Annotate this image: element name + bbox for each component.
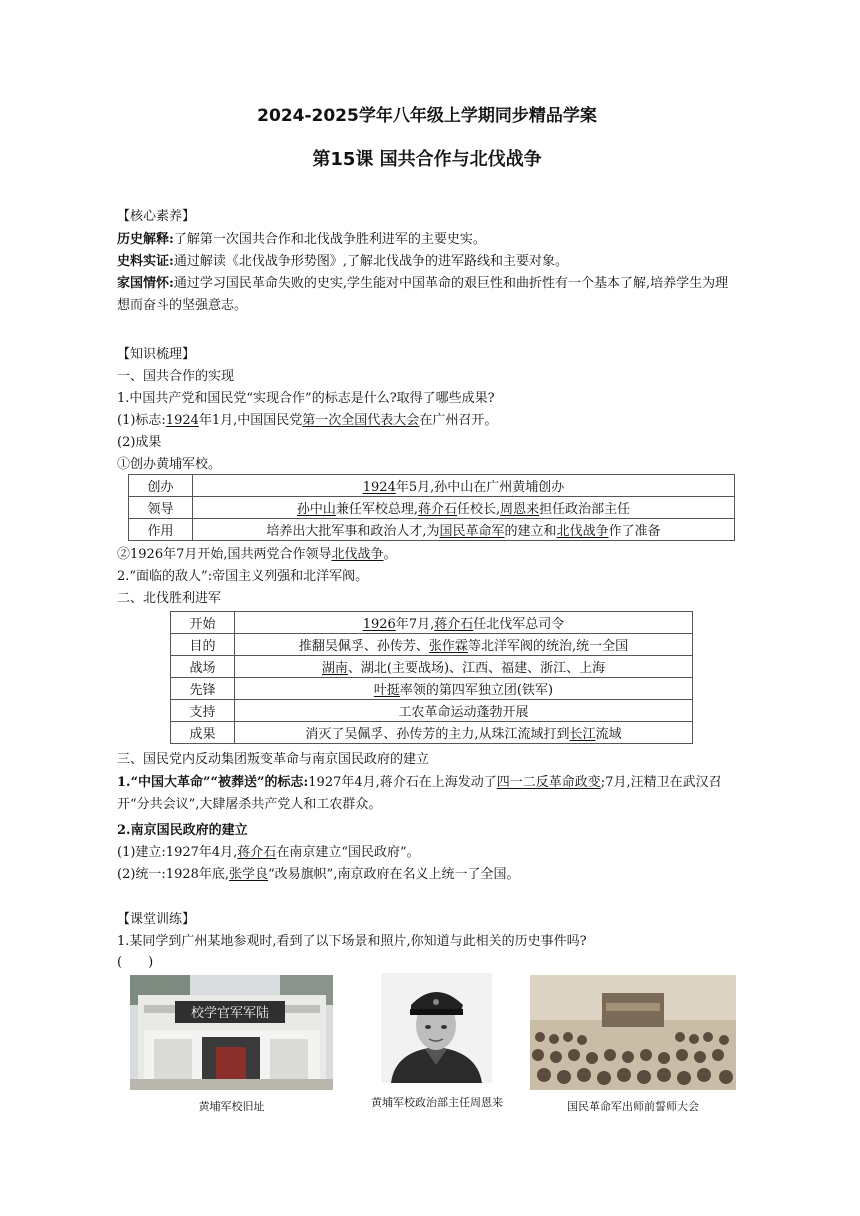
table-row <box>129 497 735 519</box>
knowledge-heading: 【知识梳理】 <box>117 347 196 362</box>
row-value: 培养出大批军事和政治人才,为国民革命军的建立和北伐战争作了准备 <box>193 519 735 541</box>
row-value: 1924年5月,孙中山在广州黄埔创办 <box>193 475 735 497</box>
core-item-1: 历史解释:了解第一次国共合作和北伐战争胜利进军的主要史实。 <box>117 232 486 247</box>
caption-portrait: 黄埔军校政治部主任周恩来 <box>371 1096 503 1109</box>
table-row <box>171 634 693 656</box>
core-item-2: 史料实证:通过解读《北伐战争形势图》,了解北伐战争的进军路线和主要对象。 <box>117 254 568 269</box>
question-1: 1.中国共产党和国民党“实现合作”的标志是什么?取得了哪些成果? <box>117 391 495 406</box>
betrayal-paragraph: 1.“中国大革命”“被葬送”的标志:1927年4月,蒋介石在上海发动了四一二反革命政变;7月,汪精卫在武汉召开“分共会议”,大肆屠杀共产党人和工农群众。 <box>117 775 722 812</box>
row-key: 开始 <box>171 612 235 634</box>
table-row <box>171 656 693 678</box>
result-label: (2)成果 <box>117 435 162 450</box>
caption-rally: 国民革命军出师前誓师大会 <box>567 1100 699 1113</box>
row-key: 创办 <box>129 475 193 497</box>
core-item-3: 家国情怀:通过学习国民革命失败的史实,学生能对中国革命的艰巨性和曲折性有一个基本了解,培养学生为理想而奋斗的坚强意志。 <box>117 276 729 313</box>
zhou-enlai-photo <box>381 973 492 1083</box>
table-row <box>129 475 735 497</box>
expedition-table <box>170 611 693 744</box>
core-heading: 【核心素养】 <box>117 209 196 224</box>
table-row <box>171 700 693 722</box>
row-value: 叶挺率领的第四军独立团(铁军) <box>235 678 693 700</box>
caption-gate: 黄埔军校旧址 <box>198 1100 265 1113</box>
row-value: 消灭了吴佩孚、孙传芳的主力,从珠江流域打到长江流域 <box>235 722 693 744</box>
practice-heading: 【课堂训练】 <box>117 912 196 927</box>
result-item-2: ②1926年7月开始,国共两党合作领导北伐战争。 <box>117 547 397 562</box>
row-value: 推翻吴佩孚、孙传芳、张作霖等北洋军阀的统治,统一全国 <box>235 634 693 656</box>
row-value: 孙中山兼任军校总理,蒋介石任校长,周恩来担任政治部主任 <box>193 497 735 519</box>
row-key: 战场 <box>171 656 235 678</box>
row-value: 工农革命运动蓬勃开展 <box>235 700 693 722</box>
row-key: 成果 <box>171 722 235 744</box>
section-3-title: 三、国民党内反动集团叛变革命与南京国民政府的建立 <box>117 752 430 767</box>
rally-image <box>530 975 736 1090</box>
portrait-image <box>381 973 492 1083</box>
nanjing-heading: 2.南京国民政府的建立 <box>117 823 248 838</box>
row-key: 作用 <box>129 519 193 541</box>
row-key: 目的 <box>171 634 235 656</box>
row-key: 支持 <box>171 700 235 722</box>
lesson-title: 第15课 国共合作与北伐战争 <box>312 149 542 170</box>
section-1-title: 一、国共合作的实现 <box>117 369 235 384</box>
document-title: 2024-2025学年八年级上学期同步精品学案 <box>257 106 597 126</box>
table-row <box>171 722 693 744</box>
enemy-line: 2.“面临的敌人”:帝国主义列强和北洋军阀。 <box>117 569 369 584</box>
answer-paren: ( ) <box>117 955 154 970</box>
rally-photo <box>530 975 736 1090</box>
whampoa-table <box>128 474 735 541</box>
nanjing-unify: (2)统一:1928年底,张学良“改易旗帜”,南京政府在名义上统一了全国。 <box>117 867 520 882</box>
row-value: 1926年7月,蒋介石任北伐军总司令 <box>235 612 693 634</box>
mark-line: (1)标志:1924年1月,中国国民党第一次全国代表大会在广州召开。 <box>117 413 498 428</box>
table-row <box>129 519 735 541</box>
practice-question-1: 1.某同学到广州某地参观时,看到了以下场景和照片,你知道与此相关的历史事件吗? <box>117 934 587 949</box>
row-key: 先锋 <box>171 678 235 700</box>
row-key: 领导 <box>129 497 193 519</box>
table-row <box>171 612 693 634</box>
nanjing-establish: (1)建立:1927年4月,蒋介石在南京建立“国民政府”。 <box>117 845 420 860</box>
result-item-1: ①创办黄埔军校。 <box>117 457 222 472</box>
section-2-title: 二、北伐胜利进军 <box>117 591 222 606</box>
whampoa-gate-image <box>130 975 333 1090</box>
gate-sign-text: 校学官军军陆 <box>190 1006 270 1021</box>
row-value: 湖南、湖北(主要战场)、江西、福建、浙江、上海 <box>235 656 693 678</box>
table-row <box>171 678 693 700</box>
whampoa-gate-photo <box>130 975 333 1090</box>
